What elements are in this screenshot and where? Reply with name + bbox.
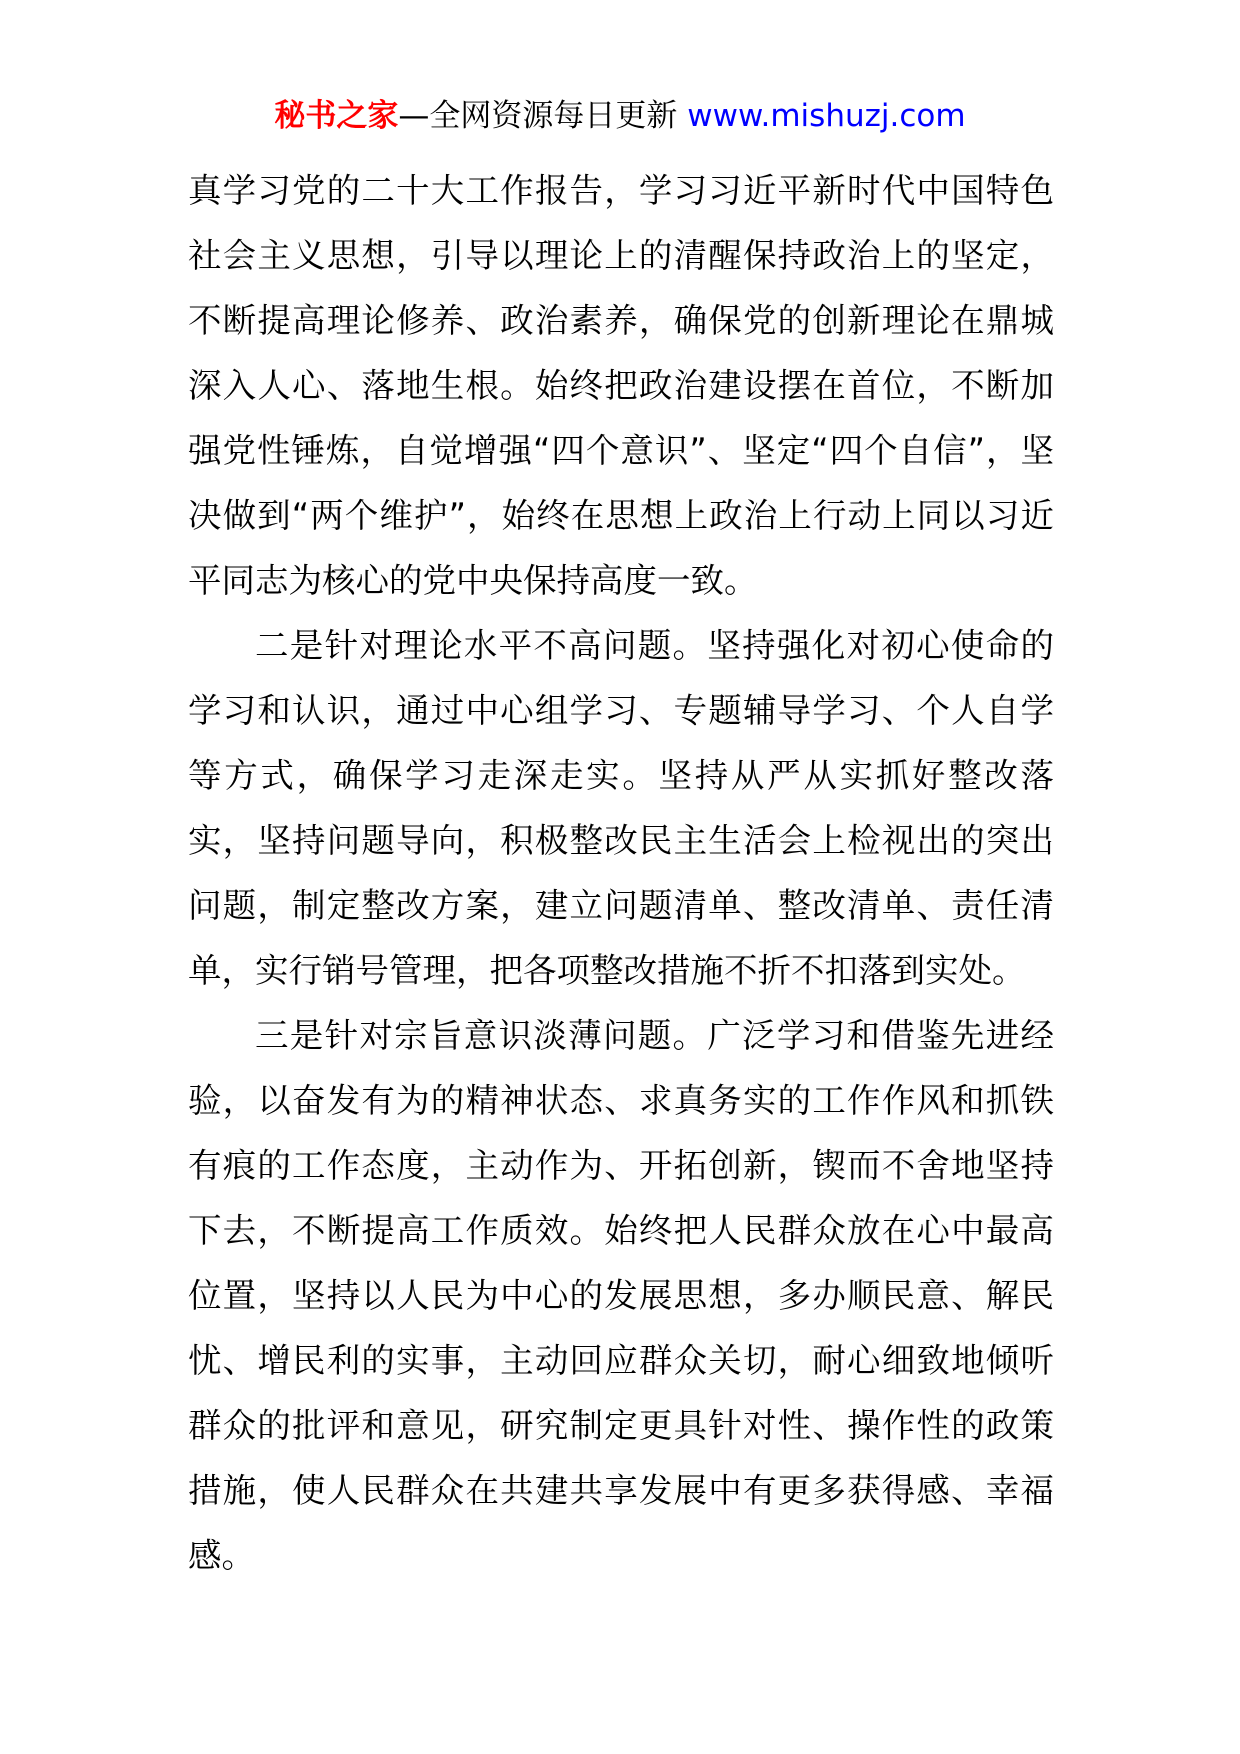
paragraph-continued: 真学习党的二十大工作报告，学习习近平新时代中国特色社会主义思想，引导以理论上的清醒保持政治上的坚定，不断提高理论修养、政治素养，确保党的创新理论在鼎城深入人心、落地生根。始终把政治建设摆在首位，不断加强党性锤炼，自觉增强“四个意识”、坚定“四个自信”，坚决做到“两个维护”，始终在思想上政治上行动上同以习近平同志为核心的党中央保持高度一致。 xyxy=(188,171,1054,600)
header-tagline: —全网资源每日更新 xyxy=(398,98,678,134)
brand-name: 秘书之家 xyxy=(274,98,399,134)
page-header xyxy=(0,96,1240,136)
document-body xyxy=(188,158,1054,1588)
website-link[interactable]: www.mishuzj.com xyxy=(687,98,966,134)
paragraph-theory-level: 二是针对理论水平不高问题。坚持强化对初心使命的学习和认识，通过中心组学习、专题辅导学习、个人自学等方式，确保学习走深走实。坚持从严从实抓好整改落实，坚持问题导向，积极整改民主生活会上检视出的突出问题，制定整改方案，建立问题清单、整改清单、责任清单，实行销号管理，把各项整改措施不折不扣落到实处。 xyxy=(188,626,1054,990)
paragraph-purpose-awareness: 三是针对宗旨意识淡薄问题。广泛学习和借鉴先进经验，以奋发有为的精神状态、求真务实的工作作风和抓铁有痕的工作态度，主动作为、开拓创新，锲而不舍地坚持下去，不断提高工作质效。始终把人民群众放在心中最高位置，坚持以人民为中心的发展思想，多办顺民意、解民忧、增民利的实事，主动回应群众关切，耐心细致地倾听群众的批评和意见，研究制定更具针对性、操作性的政策措施，使人民群众在共建共享发展中有更多获得感、幸福感。 xyxy=(188,1016,1054,1575)
